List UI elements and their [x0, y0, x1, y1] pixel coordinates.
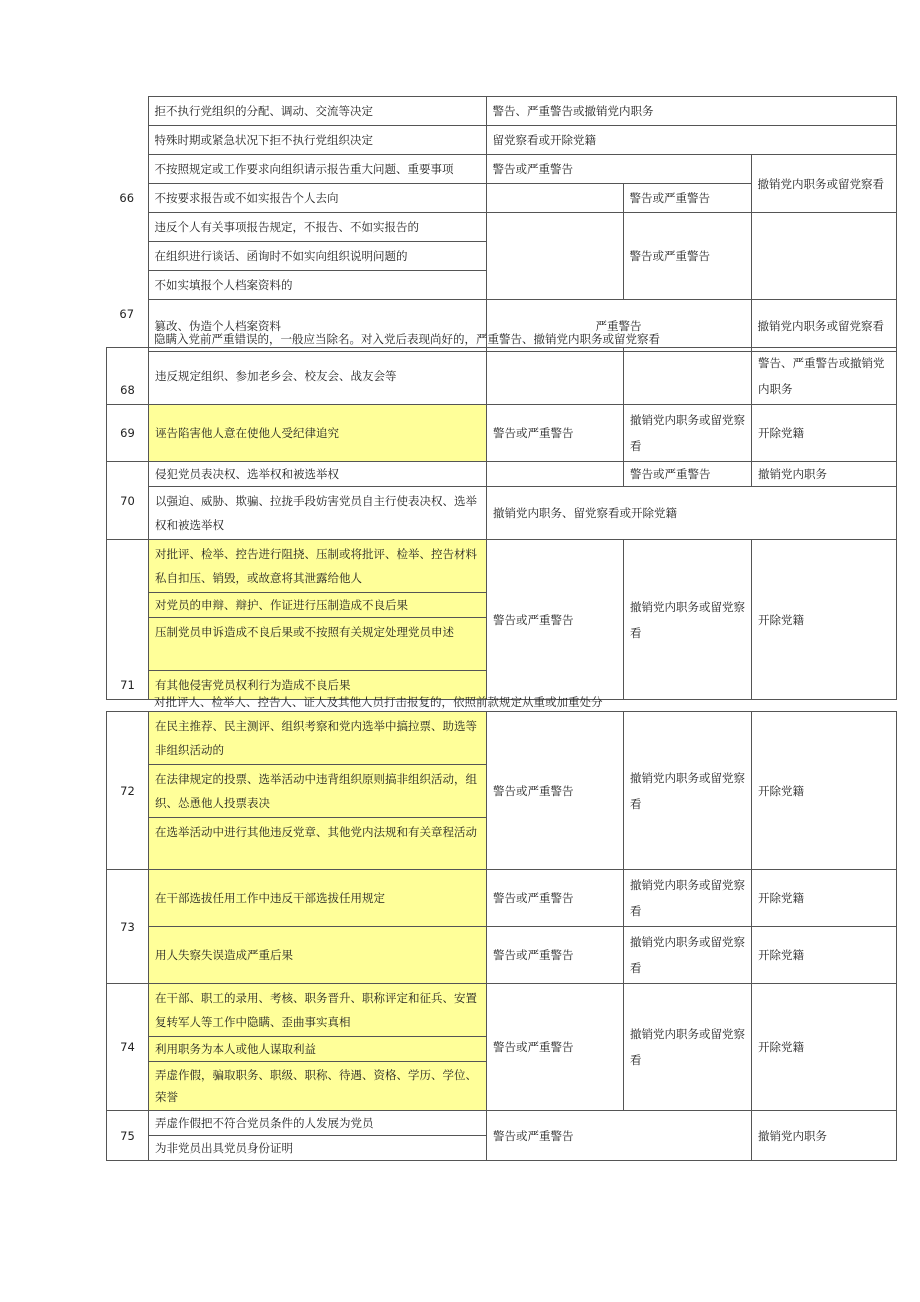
empty-cell	[487, 462, 624, 487]
offense-item: 弄虚作假，骗取职务、职级、职称、待遇、资格、学历、学位、荣誉	[149, 1062, 486, 1110]
offense-cell: 为非党员出具党员身份证明	[149, 1136, 487, 1161]
offense-item: 对党员的申辩、辩护、作证进行压制造成不良后果	[149, 593, 486, 618]
light-penalty-cell: 警告或严重警告	[487, 870, 624, 927]
heavy-penalty-cell: 开除党籍	[752, 870, 897, 927]
heavy-penalty-cell: 撤销党内职务或留党察看	[751, 155, 896, 213]
penalty-cell: 警告或严重警告	[623, 184, 751, 213]
offense-item: 在民主推荐、民主测评、组织考察和党内选举中搞拉票、助选等非组织活动的	[149, 712, 486, 765]
offense-cell: 特殊时期或紧急状况下拒不执行党组织决定	[148, 126, 486, 155]
heavy-penalty-cell: 开除党籍	[752, 540, 897, 700]
light-penalty-cell: 警告或严重警告	[487, 712, 624, 870]
offense-item: 在法律规定的投票、选举活动中违背组织原则搞非组织活动，组织、怂恿他人投票表决	[149, 765, 486, 818]
offense-item: 利用职务为本人或他人谋取利益	[149, 1037, 486, 1062]
note-retaliation: 对批评人、检举人、控告人、证人及其他人员打击报复的，依照前款规定从重或加重处分	[154, 695, 603, 709]
discipline-table-68-71	[106, 347, 897, 700]
offense-cell: 不按要求报告或不如实报告个人去向	[148, 184, 486, 213]
mid-penalty-cell: 撤销党内职务或留党察看	[624, 405, 752, 462]
offense-cell: 弄虚作假把不符合党员条件的人发展为党员	[149, 1111, 487, 1136]
light-penalty-cell: 警告或严重警告	[487, 984, 624, 1111]
offense-group-72	[149, 712, 487, 870]
heavy-penalty-cell: 开除党籍	[752, 927, 897, 984]
heavy-penalty-cell: 开除党籍	[752, 712, 897, 870]
light-penalty-cell: 警告或严重警告	[487, 927, 624, 984]
mid-penalty-cell: 撤销党内职务或留党察看	[624, 927, 752, 984]
discipline-table-72-75	[106, 711, 897, 1161]
penalty-cell: 留党察看或开除党籍	[486, 126, 896, 155]
item-number-74: 74	[107, 984, 149, 1111]
offense-cell-highlighted: 诬告陷害他人意在使他人受纪律追究	[149, 405, 487, 462]
empty-cell	[486, 184, 623, 213]
mid-penalty-cell: 撤销党内职务或留党察看	[624, 984, 752, 1111]
heavy-penalty-cell: 撤销党内职务	[752, 1111, 897, 1161]
item-number-72: 72	[107, 712, 149, 870]
offense-cell: 违反个人有关事项报告规定，不报告、不如实报告的	[148, 213, 486, 242]
heavy-penalty-cell: 开除党籍	[752, 405, 897, 462]
empty-cell	[486, 213, 623, 300]
penalty-cell: 警告或严重警告	[486, 155, 751, 184]
offense-item: 有其他侵害党员权利行为造成不良后果	[149, 671, 486, 699]
item-number-68: 68	[107, 348, 149, 405]
empty-cell	[751, 213, 896, 300]
empty-cell	[487, 348, 624, 405]
offense-group-71	[149, 540, 487, 700]
offense-item: 压制党员申诉造成不良后果或不按照有关规定处理党员申述	[149, 618, 486, 671]
heavy-penalty-cell: 撤销党内职务	[752, 462, 897, 487]
light-penalty-cell: 警告或严重警告	[487, 540, 624, 700]
offense-cell: 篡改、伪造个人档案资料	[148, 300, 486, 352]
penalty-cell: 严重警告	[486, 300, 751, 352]
light-penalty-cell: 警告或严重警告	[487, 405, 624, 462]
mid-penalty-cell: 撤销党内职务或留党察看	[624, 870, 752, 927]
offense-cell: 侵犯党员表决权、选举权和被选举权	[149, 462, 487, 487]
mid-penalty-cell: 撤销党内职务或留党察看	[624, 540, 752, 700]
penalty-cell: 警告、严重警告或撤销党内职务	[486, 97, 896, 126]
discipline-table-66-67	[106, 96, 897, 352]
offense-cell: 不如实填报个人档案资料的	[148, 271, 486, 300]
mid-penalty-cell: 警告或严重警告	[624, 462, 752, 487]
empty-cell	[624, 348, 752, 405]
offense-item: 在干部、职工的录用、考核、职务晋升、职称评定和征兵、安置复转军人等工作中隐瞒、歪曲事实真相	[149, 984, 486, 1037]
item-number-71: 71	[107, 540, 149, 700]
heavy-penalty-cell: 开除党籍	[752, 984, 897, 1111]
offense-cell: 不按照规定或工作要求向组织请示报告重大问题、重要事项	[148, 155, 486, 184]
offense-item: 对批评、检举、控告进行阻挠、压制或将批评、检举、控告材料私自扣压、销毁，或故意将其泄露给他人	[149, 540, 486, 593]
offense-cell-highlighted: 用人失察失误造成严重后果	[149, 927, 487, 984]
offense-cell: 违反规定组织、参加老乡会、校友会、战友会等	[149, 348, 487, 405]
item-number-73: 73	[107, 870, 149, 984]
item-number-67: 67	[106, 300, 148, 352]
heavy-penalty-cell: 撤销党内职务或留党察看	[751, 300, 896, 352]
item-number-69: 69	[107, 405, 149, 462]
note-concealment: 隐瞒入党前严重错误的，一般应当除名。对入党后表现尚好的，严重警告、撤销党内职务或留党察看	[154, 332, 660, 346]
offense-cell: 以强迫、威胁、欺骗、拉拢手段妨害党员自主行使表决权、选举权和被选举权	[149, 487, 487, 540]
offense-cell: 拒不执行党组织的分配、调动、交流等决定	[148, 97, 486, 126]
offense-group-74	[149, 984, 487, 1111]
penalty-cell: 撤销党内职务、留党察看或开除党籍	[487, 487, 897, 540]
mid-penalty-cell: 撤销党内职务或留党察看	[624, 712, 752, 870]
heavy-penalty-cell: 警告、严重警告或撤销党内职务	[752, 348, 897, 405]
light-penalty-cell: 警告或严重警告	[487, 1111, 752, 1161]
offense-cell: 在组织进行谈话、函询时不如实向组织说明问题的	[148, 242, 486, 271]
item-number-70: 70	[107, 462, 149, 540]
offense-item: 在选举活动中进行其他违反党章、其他党内法规和有关章程活动	[149, 818, 486, 869]
offense-cell-highlighted: 在干部选拔任用工作中违反干部选拔任用规定	[149, 870, 487, 927]
item-number-66: 66	[106, 97, 148, 300]
item-number-75: 75	[107, 1111, 149, 1161]
penalty-cell: 警告或严重警告	[623, 213, 751, 300]
